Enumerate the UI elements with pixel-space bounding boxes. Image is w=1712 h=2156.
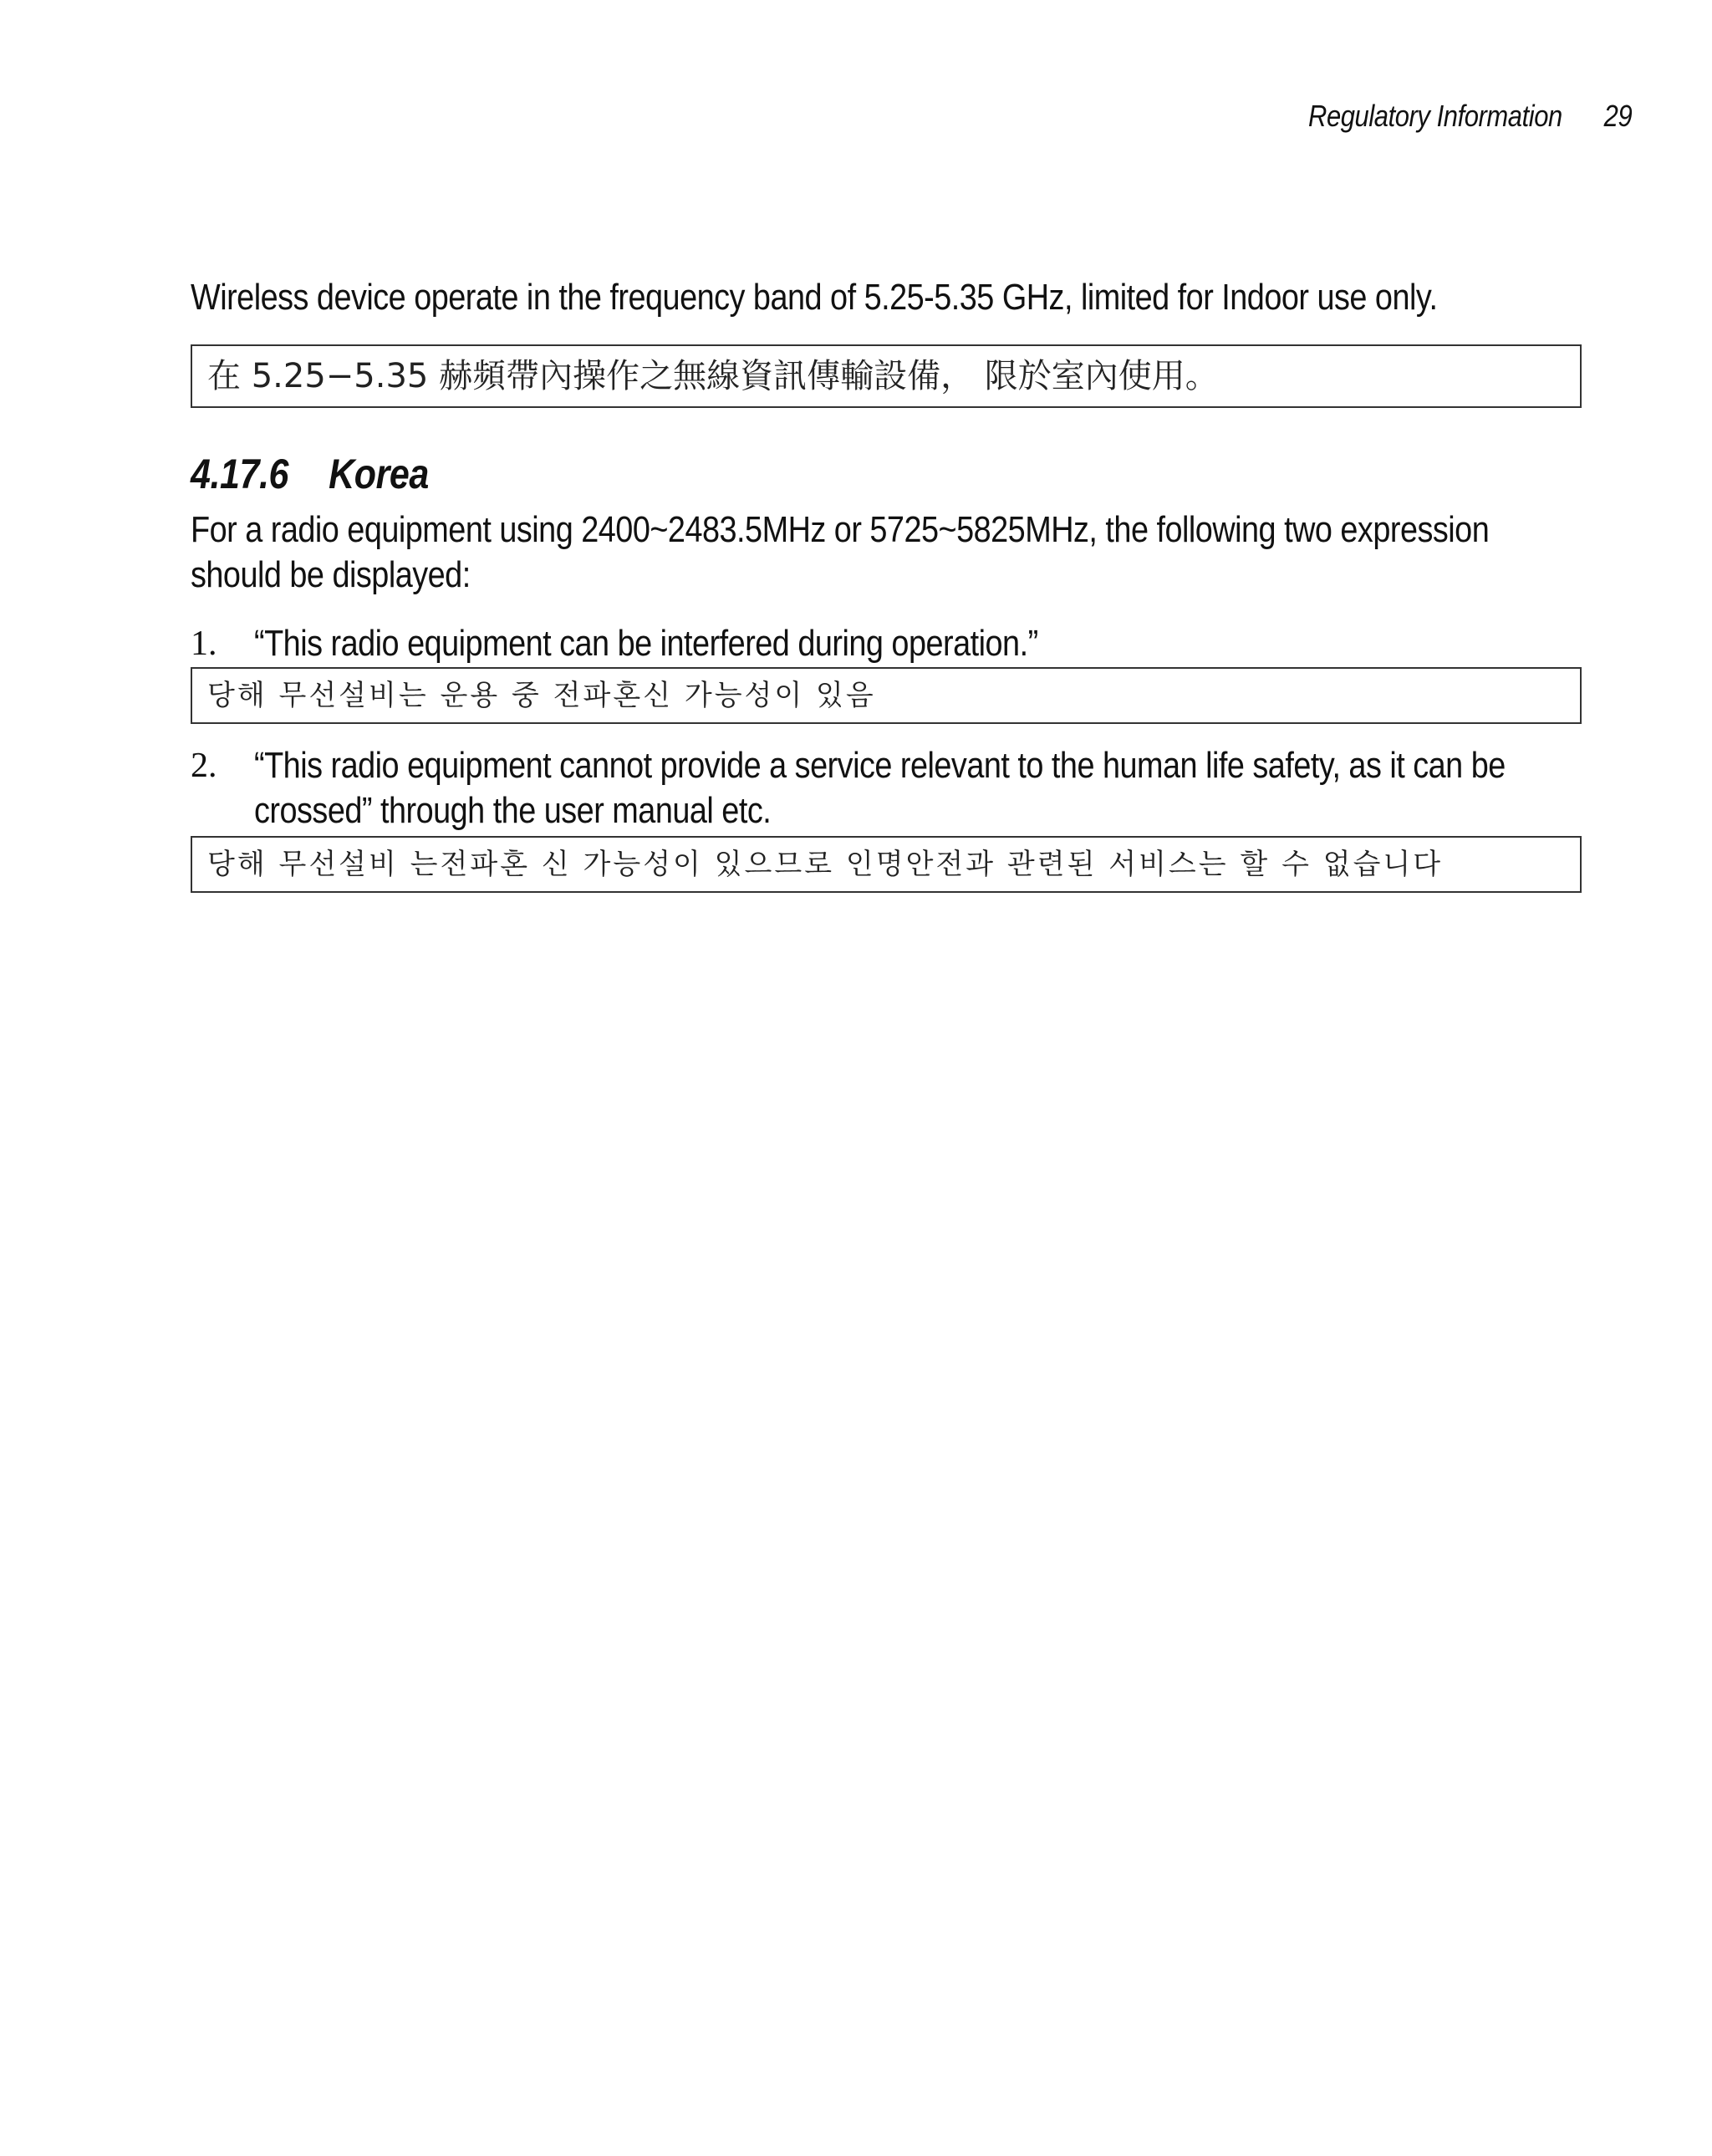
korean-notice-text-2: 당해 무선설비 는전파혼 신 가능성이 있으므로 인명안전과 관련된 서비스는 할 수 없습니다 xyxy=(207,848,1444,881)
header-section-title: Regulatory Information xyxy=(1307,99,1562,133)
list-item-text-continued: crossed” through the user manual etc. xyxy=(254,790,772,831)
page-number: 29 xyxy=(1603,99,1632,133)
korean-notice-text-1: 당해 무선설비는 운용 중 전파혼신 가능성이 있음 xyxy=(207,679,876,712)
running-header xyxy=(1308,99,1632,134)
section-number: 4.17.6 xyxy=(191,451,288,497)
list-marker: 1. xyxy=(191,624,217,663)
list-item-text: “This radio equipment cannot provide a service relevant to the human life safety, as it can be xyxy=(254,745,1506,786)
korea-intro-line-1: For a radio equipment using 2400~2483.5MHz or 5725~5825MHz, the following two expression xyxy=(191,509,1490,550)
korean-notice-box-2 xyxy=(191,836,1582,893)
section-title: Korea xyxy=(329,451,429,497)
list-item-text: “This radio equipment can be interfered during operation.” xyxy=(254,623,1038,664)
korea-intro-line-2: should be displayed: xyxy=(191,554,471,595)
section-heading-korea xyxy=(191,450,429,498)
list-marker: 2. xyxy=(191,747,217,785)
taiwan-statement: Wireless device operate in the frequency band of 5.25-5.35 GHz, limited for Indoor use only. xyxy=(191,277,1438,318)
korean-notice-box-1 xyxy=(191,667,1582,724)
chinese-notice-box xyxy=(191,344,1582,408)
chinese-notice-text: 在 5.25−5.35 赫頻帶內操作之無線資訊傳輸設備， 限於室內使用。 xyxy=(207,357,1219,395)
